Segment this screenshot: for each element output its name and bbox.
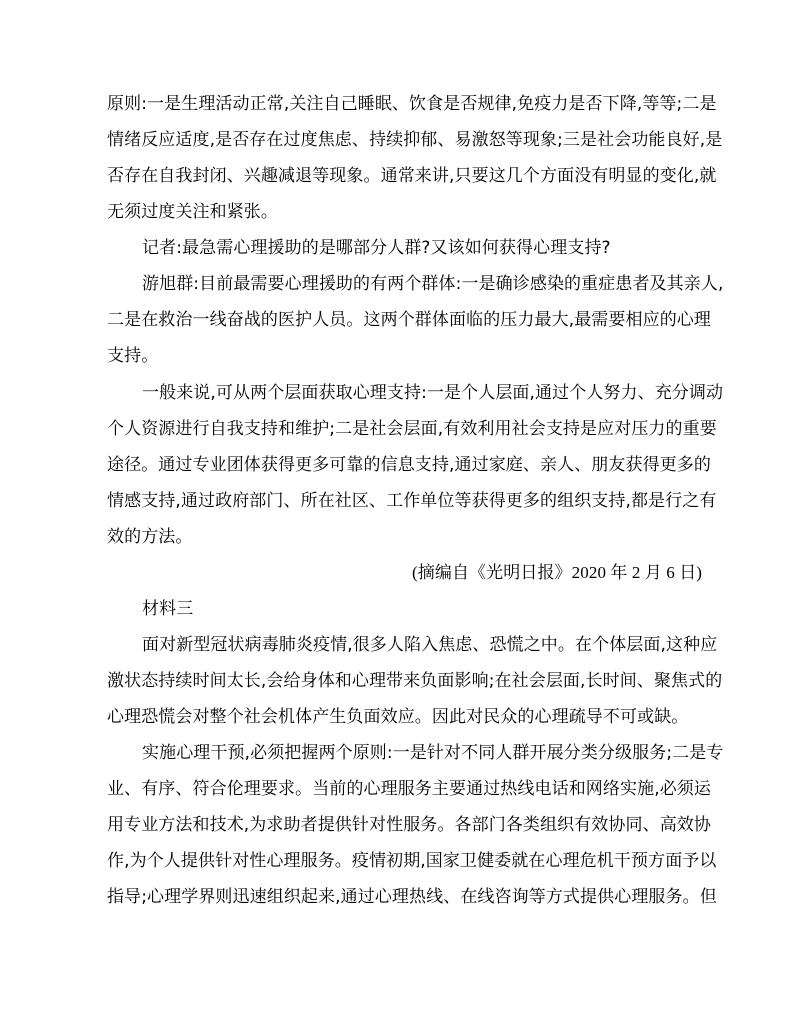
body-text-line: 记者:最急需心理援助的是哪部分人群?又该如何获得心理支持?	[142, 238, 611, 258]
section-heading: 材料三	[142, 599, 194, 619]
body-text-line: 个人资源进行自我支持和维护;二是社会层面,有效利用社会支持是应对压力的重要	[107, 419, 717, 439]
body-text-line: 无须过度关注和紧张。	[107, 202, 278, 222]
body-text-line: 实施心理干预,必须把握两个原则:一是针对不同人群开展分类分级服务;二是专	[142, 743, 724, 763]
body-text-line: 效的方法。	[107, 527, 193, 547]
body-text-line: 游旭群:目前最需要心理援助的有两个群体:一是确诊感染的重症患者及其亲人,	[142, 274, 724, 294]
body-text-line: 否存在自我封闭、兴趣减退等现象。通常来讲,只要这几个方面没有明显的变化,就	[107, 166, 717, 186]
body-text-line: 作,为个人提供针对性心理服务。疫情初期,国家卫健委就在心理危机干预方面予以	[107, 851, 717, 871]
body-text-line: 原则:一是生理活动正常,关注自己睡眠、饮食是否规律,免疫力是否下降,等等;二是	[107, 94, 717, 114]
body-text-line: 支持。	[107, 346, 159, 366]
body-text-line: 业、有序、符合伦理要求。当前的心理服务主要通过热线电话和网络实施,必须运	[107, 779, 712, 799]
source-citation: (摘编自《光明日报》2020 年 2 月 6 日)	[412, 563, 703, 582]
body-text-line: 激状态持续时间太长,会给身体和心理带来负面影响;在社会层面,长时间、聚焦式的	[107, 671, 723, 691]
body-text-line: 途径。通过专业团体获得更多可靠的信息支持,通过家庭、亲人、朋友获得更多的	[107, 455, 712, 475]
body-text-line: 二是在救治一线奋战的医护人员。这两个群体面临的压力最大,最需要相应的心理	[107, 310, 712, 330]
body-text-line: 面对新型冠状病毒肺炎疫情,很多人陷入焦虑、恐慌之中。在个体层面,这种应	[142, 635, 718, 655]
body-text-line: 情绪反应适度,是否存在过度焦虑、持续抑郁、易激怒等现象;三是社会功能良好,是	[107, 130, 723, 150]
body-text-line: 心理恐慌会对整个社会机体产生负面效应。因此对民众的心理疏导不可或缺。	[107, 707, 689, 727]
body-text-line: 用专业方法和技术,为求助者提供针对性服务。各部门各类组织有效协同、高效协	[107, 815, 712, 835]
body-text-line: 情感支持,通过政府部门、所在社区、工作单位等获得更多的组织支持,都是行之有	[107, 491, 717, 511]
body-text-line: 指导;心理学界则迅速组织起来,通过心理热线、在线咨询等方式提供心理服务。但	[107, 887, 717, 907]
body-text-line: 一般来说,可从两个层面获取心理支持:一是个人层面,通过个人努力、充分调动	[142, 383, 724, 403]
